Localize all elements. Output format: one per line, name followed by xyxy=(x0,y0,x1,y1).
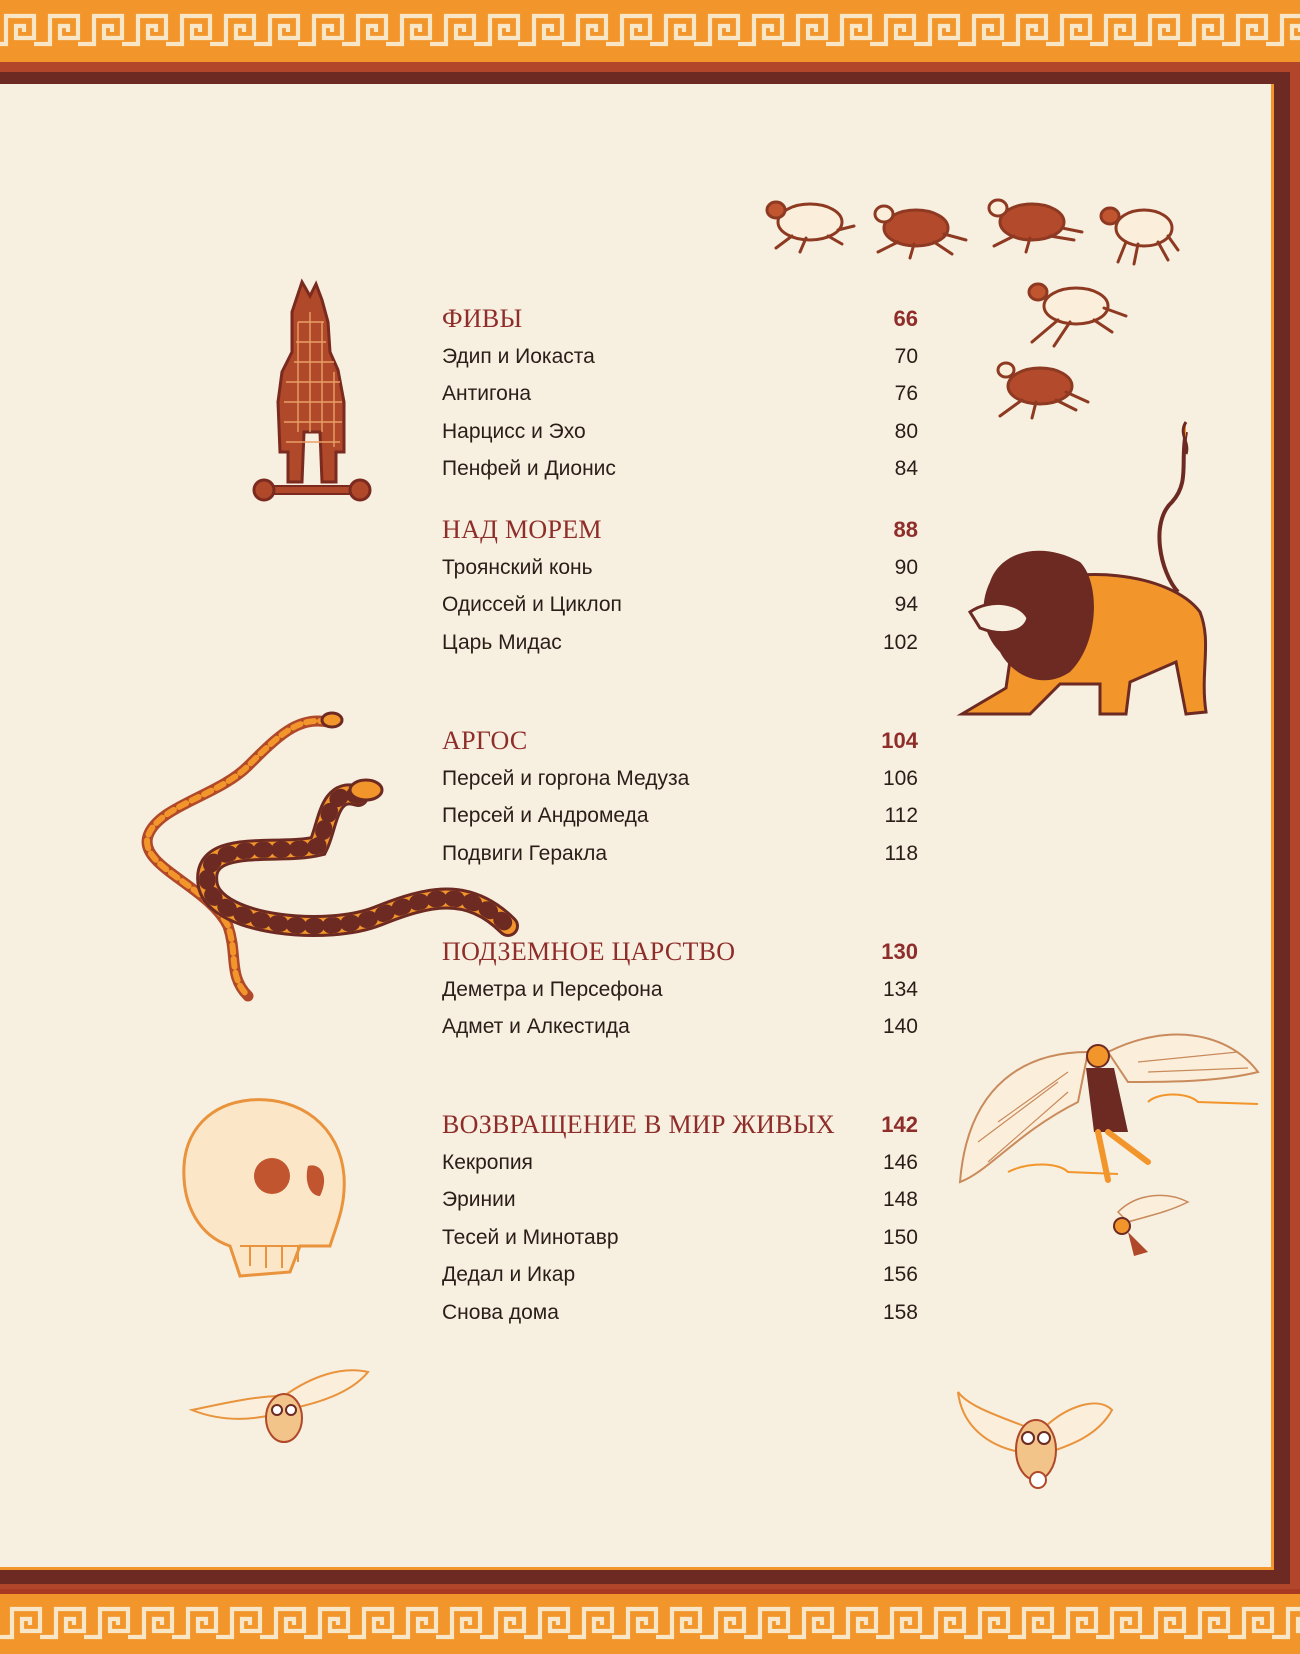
bottom-greek-key-border xyxy=(0,1589,1300,1654)
entry-page: 156 xyxy=(882,1263,918,1286)
entry-page: 150 xyxy=(882,1225,918,1249)
entry-page: 76 xyxy=(894,382,918,405)
toc-section xyxy=(442,511,918,661)
entry-page: 158 xyxy=(882,1300,918,1324)
entry-title: Царь Мидас xyxy=(442,630,562,654)
entry-title: Тесей и Минотавр xyxy=(442,1225,619,1249)
toc-entry[interactable] xyxy=(442,1294,918,1332)
toc-section-heading[interactable] xyxy=(442,511,918,549)
entry-title: Антигона xyxy=(442,382,532,405)
toc-section-heading[interactable] xyxy=(442,1106,918,1144)
section-page: 66 xyxy=(893,306,918,331)
section-page: 104 xyxy=(881,728,918,753)
section-page: 130 xyxy=(881,939,918,964)
section-title: НАД МОРЕМ xyxy=(442,515,602,544)
entry-title: Эринии xyxy=(442,1188,516,1211)
entry-page: 106 xyxy=(882,766,918,790)
entry-title: Троянский конь xyxy=(442,555,593,579)
entry-title: Дедал и Икар xyxy=(442,1263,576,1286)
trojan-horse-icon xyxy=(258,282,368,522)
snakes-icon xyxy=(128,706,548,1006)
skull-icon xyxy=(180,1096,350,1280)
entry-page: 94 xyxy=(894,593,918,616)
toc-entry[interactable] xyxy=(442,1219,918,1257)
entry-page: 146 xyxy=(882,1150,918,1174)
entry-page: 148 xyxy=(882,1188,918,1211)
toc-section xyxy=(442,1106,918,1331)
entry-title: Адмет и Алкестида xyxy=(442,1015,630,1038)
entry-page: 140 xyxy=(882,1015,918,1038)
section-page: 142 xyxy=(881,1112,918,1137)
section-title: ФИВЫ xyxy=(442,304,523,333)
section-page: 88 xyxy=(893,517,918,542)
entry-title: Снова дома xyxy=(442,1300,559,1324)
lion-icon xyxy=(950,422,1250,722)
entry-title: Подвиги Геракла xyxy=(442,841,608,865)
section-title: ПОДЗЕМНОЕ ЦАРСТВО xyxy=(442,937,736,966)
entry-title: Персей и горгона Медуза xyxy=(442,766,690,790)
entry-title: Одиссей и Циклоп xyxy=(442,593,622,616)
entry-title: Пенфей и Дионис xyxy=(442,457,616,480)
entry-page: 134 xyxy=(882,977,918,1001)
toc-entry[interactable] xyxy=(442,450,918,488)
toc-entry[interactable] xyxy=(442,1008,918,1046)
toc-entry[interactable] xyxy=(442,624,918,662)
top-greek-key-border xyxy=(0,0,1300,67)
entry-title: Эдип и Иокаста xyxy=(442,344,595,368)
entry-title: Кекропия xyxy=(442,1150,533,1174)
icarus-icon xyxy=(958,1012,1268,1272)
entry-page: 80 xyxy=(894,419,918,443)
entry-title: Персей и Андромеда xyxy=(442,804,649,827)
entry-page: 90 xyxy=(894,555,918,579)
sheep-herd-icon xyxy=(752,186,1202,436)
entry-page: 118 xyxy=(884,841,918,865)
entry-title: Деметра и Персефона xyxy=(442,977,663,1001)
section-title: ВОЗВРАЩЕНИЕ В МИР ЖИВЫХ xyxy=(442,1110,835,1139)
section-title: АРГОС xyxy=(442,726,528,755)
toc-entry[interactable] xyxy=(442,1144,918,1182)
toc-entry[interactable] xyxy=(442,549,918,587)
toc-entry[interactable] xyxy=(442,1181,918,1219)
owl-icon xyxy=(192,1366,372,1450)
entry-page: 102 xyxy=(882,630,918,654)
entry-page: 84 xyxy=(894,457,918,480)
entry-page: 70 xyxy=(894,344,918,368)
owl-icon xyxy=(958,1386,1114,1496)
toc-entry[interactable] xyxy=(442,586,918,624)
entry-title: Нарцисс и Эхо xyxy=(442,419,586,443)
toc-entry[interactable] xyxy=(442,1256,918,1294)
entry-page: 112 xyxy=(884,804,918,827)
